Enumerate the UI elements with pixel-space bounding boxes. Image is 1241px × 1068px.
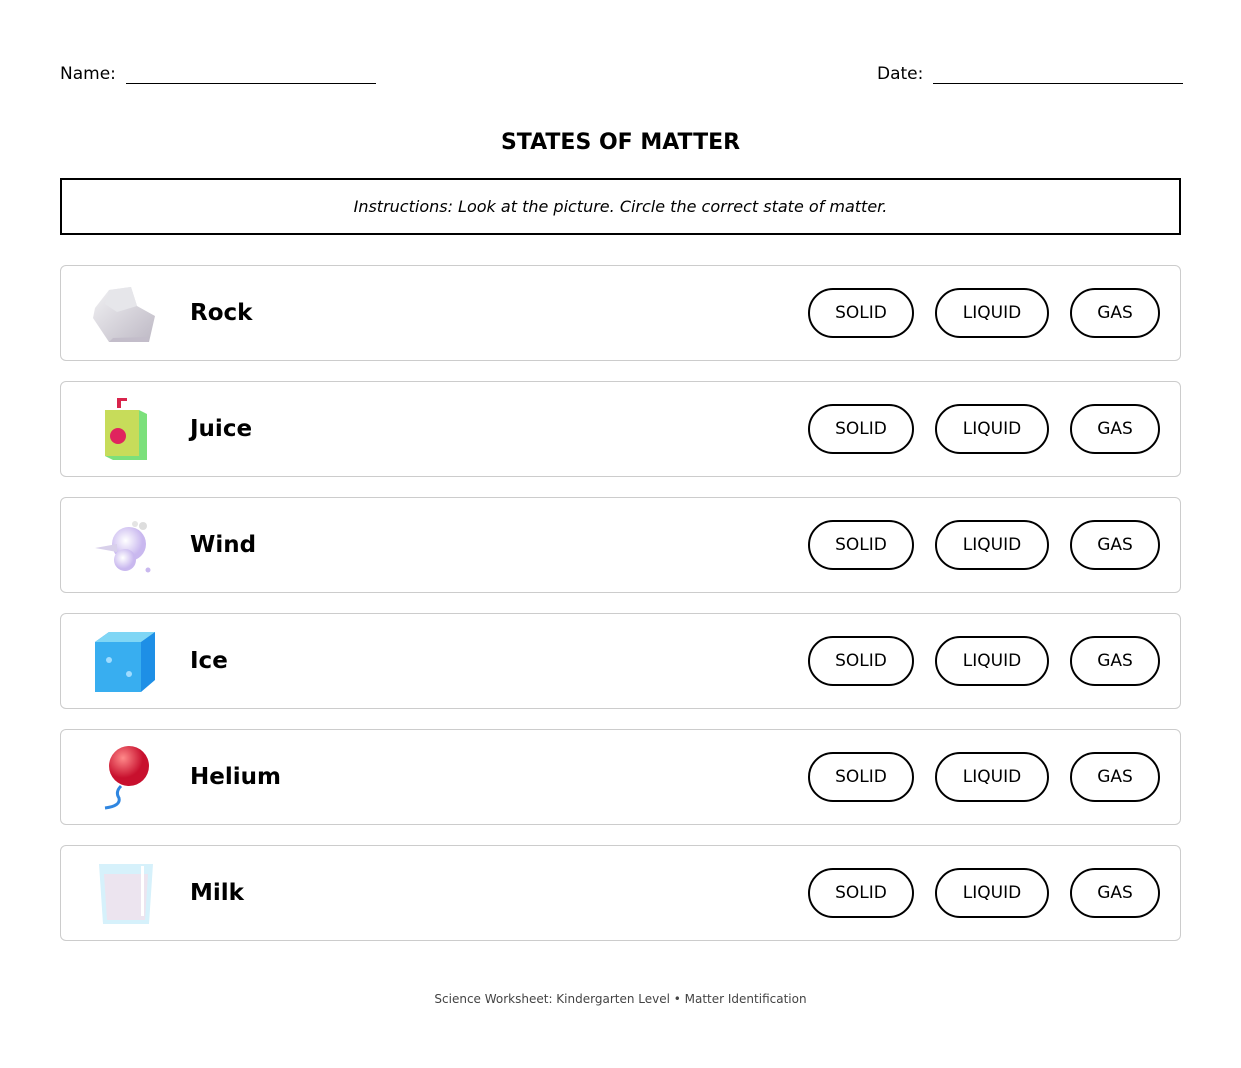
- juice-box-icon: [91, 398, 157, 462]
- instructions-box: [60, 178, 1181, 235]
- ice-cube-icon: [91, 630, 157, 694]
- option-gas-button[interactable]: GAS: [1070, 520, 1160, 570]
- options-group: [808, 868, 1160, 918]
- option-solid-button[interactable]: SOLID: [808, 752, 914, 802]
- item-row-wind: [60, 497, 1181, 593]
- option-solid-button[interactable]: SOLID: [808, 636, 914, 686]
- items-list: [60, 265, 1181, 961]
- option-liquid-button[interactable]: LIQUID: [935, 636, 1049, 686]
- item-label: Rock: [190, 300, 253, 326]
- name-line[interactable]: [126, 67, 376, 84]
- option-solid-button[interactable]: SOLID: [808, 404, 914, 454]
- item-row-milk: [60, 845, 1181, 941]
- milk-glass-icon: [91, 862, 157, 926]
- rock-icon: [91, 282, 157, 346]
- balloon-icon: [91, 746, 157, 810]
- footer: Science Worksheet: Kindergarten Level • Matter Identification: [434, 992, 807, 1006]
- option-gas-button[interactable]: GAS: [1070, 868, 1160, 918]
- instructions-text: Instructions: Look at the picture. Circle the correct state of matter.: [353, 197, 888, 216]
- wind-icon: [91, 514, 157, 578]
- option-liquid-button[interactable]: LIQUID: [935, 288, 1049, 338]
- options-group: [808, 404, 1160, 454]
- item-row-rock: [60, 265, 1181, 361]
- date-field: [877, 64, 1183, 84]
- option-gas-button[interactable]: GAS: [1070, 636, 1160, 686]
- option-gas-button[interactable]: GAS: [1070, 752, 1160, 802]
- option-solid-button[interactable]: SOLID: [808, 520, 914, 570]
- option-liquid-button[interactable]: LIQUID: [935, 752, 1049, 802]
- option-liquid-button[interactable]: LIQUID: [935, 404, 1049, 454]
- options-group: [808, 520, 1160, 570]
- options-group: [808, 752, 1160, 802]
- name-label: Name:: [60, 64, 116, 84]
- option-solid-button[interactable]: SOLID: [808, 868, 914, 918]
- item-label: Wind: [190, 532, 257, 558]
- item-label: Helium: [190, 764, 281, 790]
- options-group: [808, 288, 1160, 338]
- item-label: Juice: [190, 416, 253, 442]
- item-label: Milk: [190, 880, 244, 906]
- option-gas-button[interactable]: GAS: [1070, 404, 1160, 454]
- item-label: Ice: [190, 648, 228, 674]
- date-label: Date:: [877, 64, 924, 84]
- option-gas-button[interactable]: GAS: [1070, 288, 1160, 338]
- item-row-juice: [60, 381, 1181, 477]
- option-liquid-button[interactable]: LIQUID: [935, 868, 1049, 918]
- date-line[interactable]: [933, 67, 1183, 84]
- item-row-helium: [60, 729, 1181, 825]
- name-field: [60, 64, 376, 84]
- item-row-ice: [60, 613, 1181, 709]
- option-liquid-button[interactable]: LIQUID: [935, 520, 1049, 570]
- options-group: [808, 636, 1160, 686]
- page-title: STATES OF MATTER: [500, 130, 741, 155]
- option-solid-button[interactable]: SOLID: [808, 288, 914, 338]
